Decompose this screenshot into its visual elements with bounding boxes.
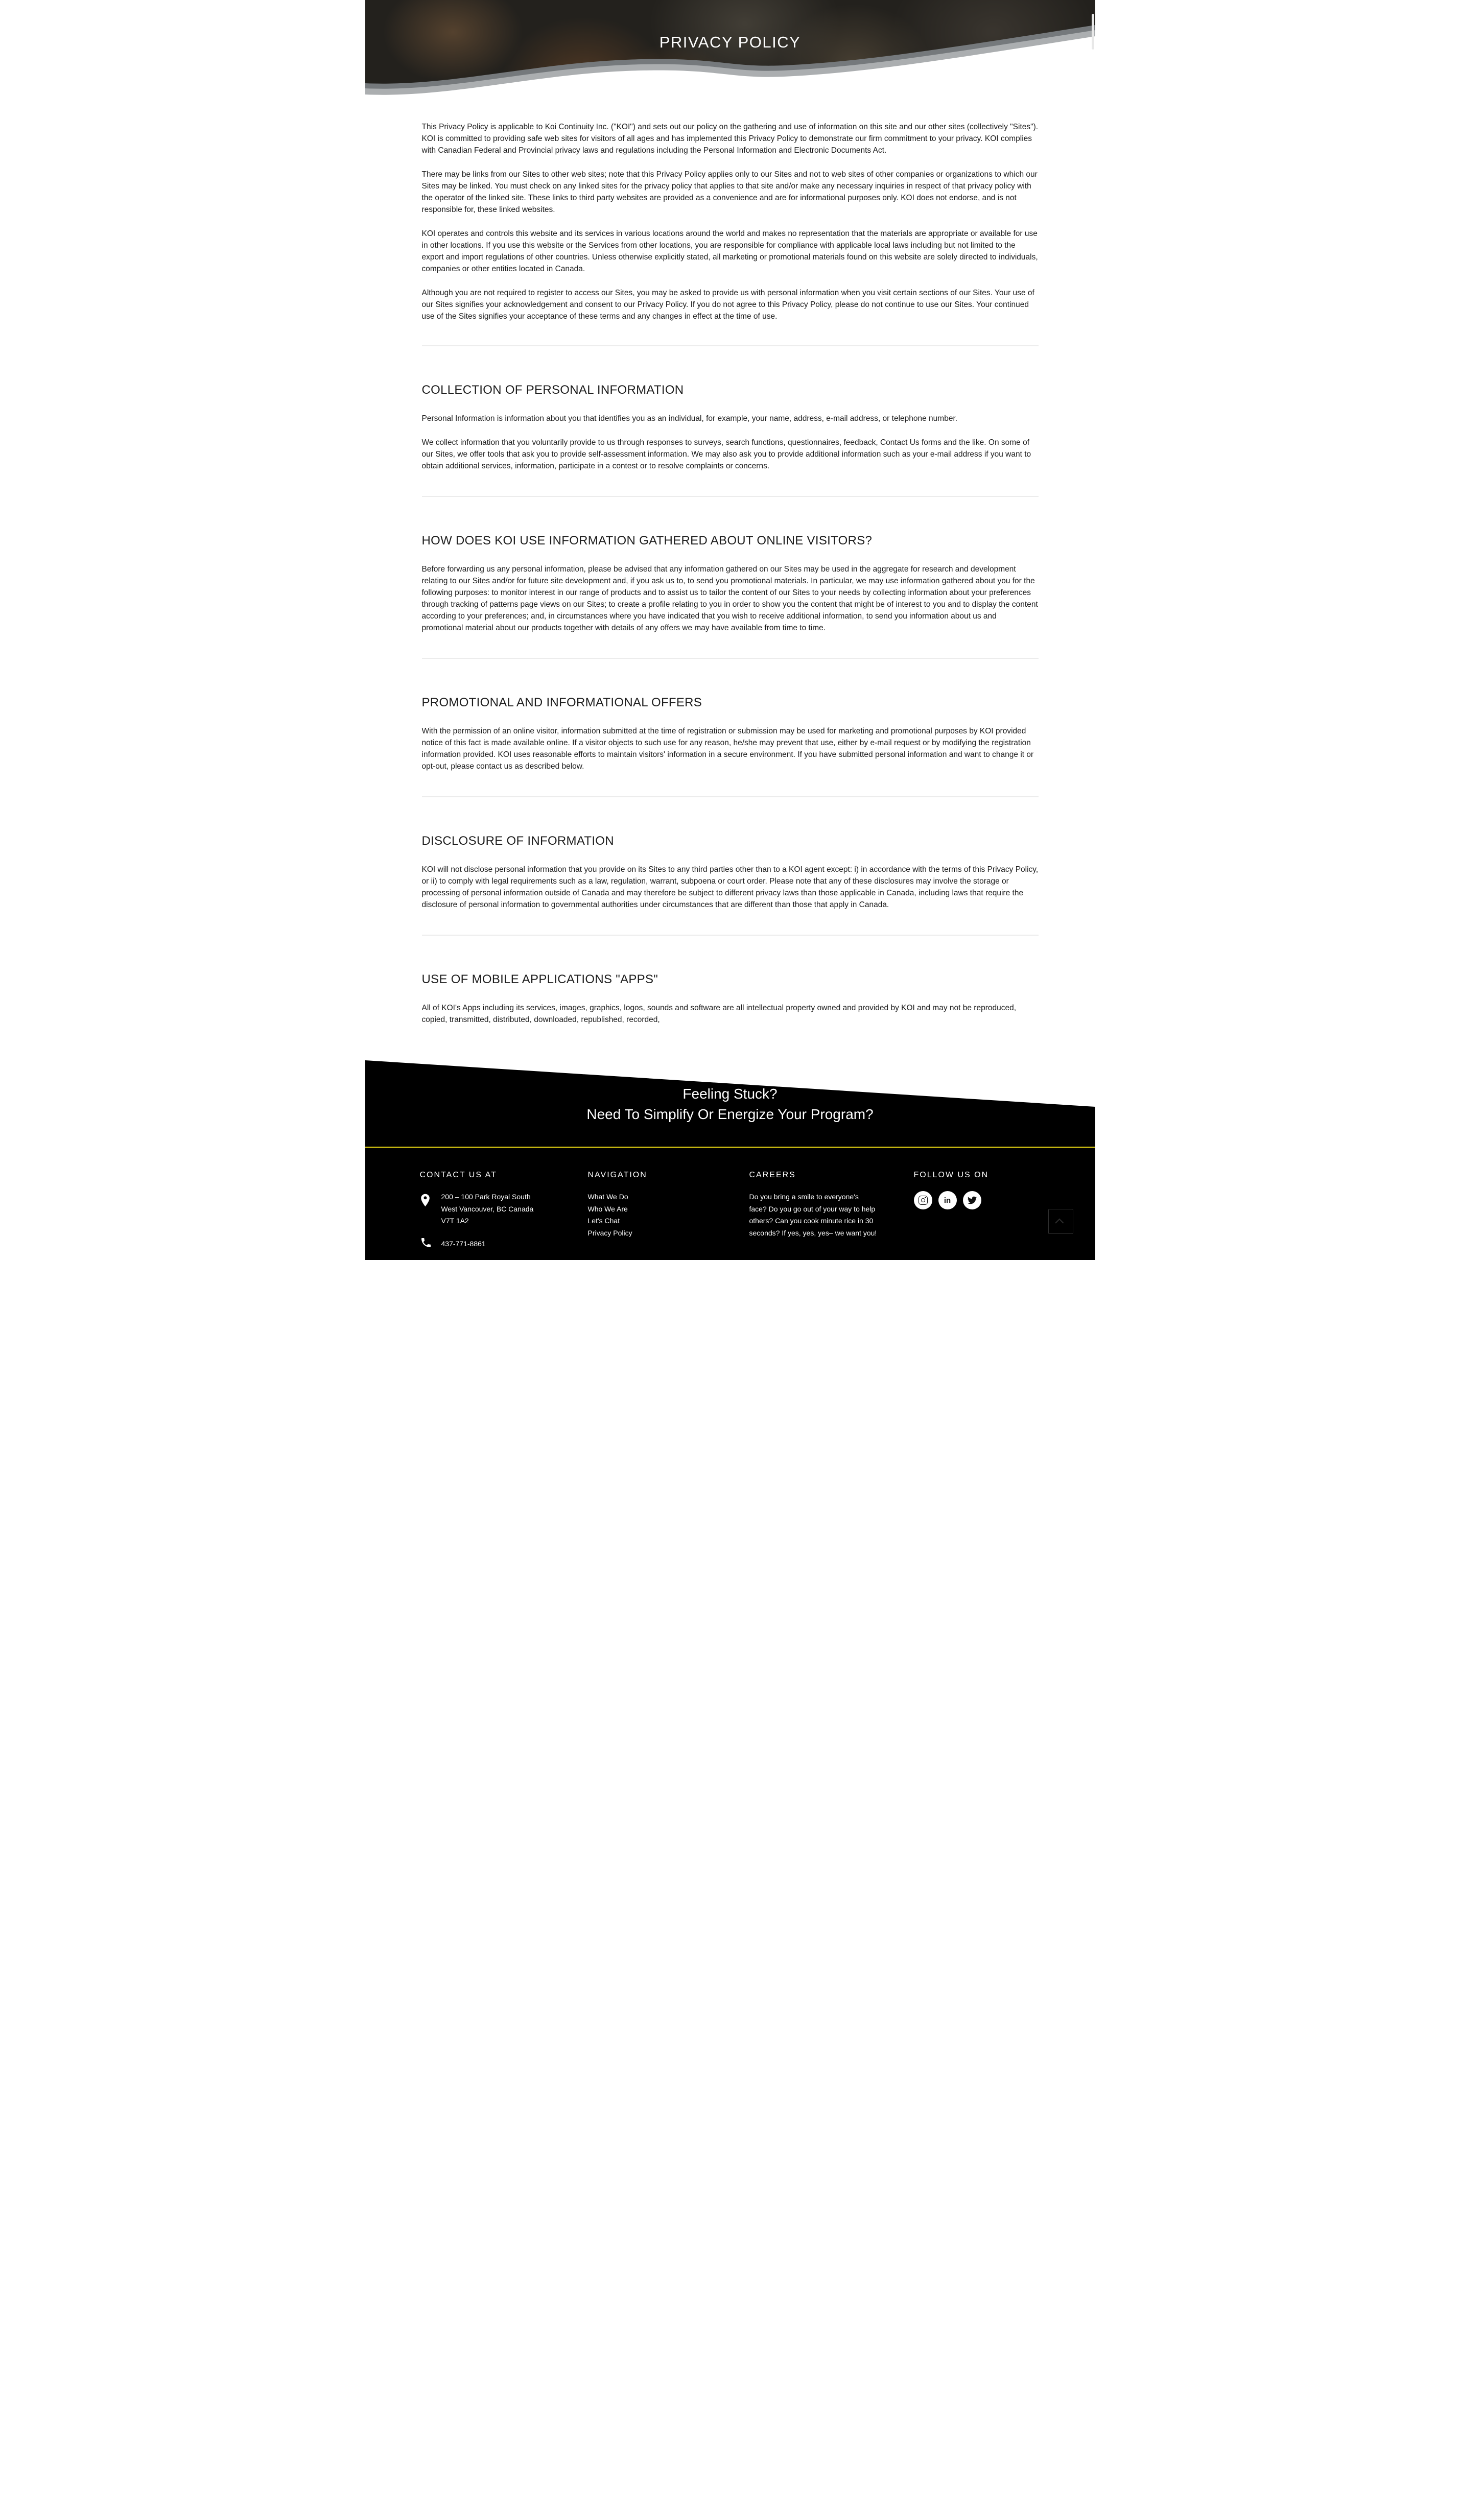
navigation-heading: NAVIGATION xyxy=(587,1171,647,1179)
phone-icon xyxy=(420,1237,433,1251)
paragraph: This Privacy Policy is applicable to Koi Continuity Inc. ("KOI") and sets out our policy on the gathering and use of information on this site and our other sites (collectively "Sites"). KOI is committed to providing safe web sites for visitors of all ages and has implemented this Privacy Policy to demonstrate our firm commitment to your privacy. KOI complies with Canadian Federal and Provincial privacy laws and regulations including the Personal Information and Electronic Documents Act. xyxy=(421,123,1039,155)
social-icons-row xyxy=(914,1191,1047,1209)
chevron-up-icon xyxy=(1055,1218,1064,1227)
nav-item-lets-chat[interactable] xyxy=(588,1215,716,1227)
contact-heading: CONTACT US AT xyxy=(419,1171,497,1179)
address-line: V7T 1A2 xyxy=(441,1217,469,1225)
careers-heading: CAREERS xyxy=(749,1171,796,1179)
paragraph: Before forwarding us any personal information, please be advised that any information gathered on our Sites may be used in the aggregate for research and development relating to our Sites and/or for future site development and, if you ask us to, to send you promotional materials. In particular, we may use information gathered about you for the following purposes: to monitor interest in our range of products and to assist us to tailor the content of our Sites to your needs by collecting information about your preferences through tracking of patterns page views on our Sites; to create a profile relating to you in order to show you the content that might be of interest to you and to display the content according to your preferences; and, in circumstances where you have indicated that you wish to receive additional information, to send you information about us and promotional material about our products together with details of any offers we may have available from time to time. xyxy=(421,565,1038,632)
hero-wave-decoration xyxy=(365,0,1095,107)
paragraph: Personal Information is information about you that identifies you as an individual, for example, your name, address, e-mail address, or telephone number. xyxy=(421,414,958,423)
paragraph: KOI operates and controls this website and its services in various locations around the world and makes no representation that the materials are appropriate or available for use in other locations. If you use this website or the Services from other locations, you are responsible for compliance with applicable local laws including but not limited to the export and import regulations of other countries. Unless otherwise explicitly stated, all marketing or promotional materials found on this website are solely directed to individuals, companies or other entities located in Canada. xyxy=(421,229,1038,273)
phone-row xyxy=(420,1237,573,1251)
gold-divider xyxy=(365,1147,1095,1148)
section-disclosure-of-information xyxy=(422,796,1039,935)
nav-item-who-we-are[interactable] xyxy=(588,1203,716,1216)
footer-navigation-column xyxy=(588,1171,716,1239)
paragraph: We collect information that you voluntarily provide to us through responses to surveys, search functions, questionnaires, feedback, Contact Us forms and the like. On some of our Sites, we offer tools that ask you to provide self-assessment information. We may also ask you to provide additional information such as your e-mail address if you want to obtain additional services, information, participate in a contest or to resolve complaints or concerns. xyxy=(421,438,1031,470)
careers-text: Do you bring a smile to everyone's face? Do you go out of your way to help others? Can you cook minute rice in 30 seconds? If yes, yes, yes– we want you! xyxy=(749,1193,877,1237)
section-intro xyxy=(422,107,1039,345)
nav-link[interactable]: Privacy Policy xyxy=(587,1228,632,1237)
footer xyxy=(365,1060,1095,1260)
address-line: West Vancouver, BC Canada xyxy=(441,1204,534,1213)
cta-line-2: Need To Simplify Or Energize Your Program? xyxy=(586,1106,874,1122)
map-pin-icon xyxy=(420,1191,433,1210)
policy-content xyxy=(365,107,1095,1050)
footer-columns xyxy=(420,1171,1085,1260)
section-use-of-mobile-apps xyxy=(422,935,1039,1050)
footer-follow-column xyxy=(914,1171,1047,1209)
page-title: PRIVACY POLICY xyxy=(659,33,801,51)
nav-item-what-we-do[interactable] xyxy=(588,1191,716,1203)
twitter-icon[interactable] xyxy=(963,1191,981,1209)
section-heading: PROMOTIONAL AND INFORMATIONAL OFFERS xyxy=(421,696,702,709)
privacy-policy-page xyxy=(365,0,1095,1260)
footer-careers-column xyxy=(749,1171,878,1239)
nav-link[interactable]: What We Do xyxy=(587,1193,628,1201)
paragraph: Although you are not required to register to access our Sites, you may be asked to provide us with personal information when you visit certain sections of our Sites. Your use of our Sites signifies your acknowledgement and consent to our Privacy Policy. If you do not agree to this Privacy Policy, please do not continue to use our Sites. Your continued use of the Sites signifies your acceptance of these terms and any changes in effect at the time of use. xyxy=(421,289,1034,321)
section-promotional-offers xyxy=(422,658,1039,796)
footer-contact-column xyxy=(420,1171,573,1251)
phone-number-link[interactable]: 437-771-8861 xyxy=(441,1240,486,1248)
nav-item-privacy-policy[interactable] xyxy=(588,1227,716,1240)
address-text xyxy=(441,1191,534,1227)
section-heading: DISCLOSURE OF INFORMATION xyxy=(421,834,614,848)
navigation-list xyxy=(588,1191,716,1239)
address-line: 200 – 100 Park Royal South xyxy=(441,1193,531,1201)
hero-banner xyxy=(365,0,1095,107)
section-heading: HOW DOES KOI USE INFORMATION GATHERED ABOUT ONLINE VISITORS? xyxy=(421,534,873,548)
nav-link[interactable]: Who We Are xyxy=(587,1204,628,1213)
linkedin-icon[interactable]: in xyxy=(938,1191,957,1209)
paragraph: All of KOI's Apps including its services, images, graphics, logos, sounds and software are all intellectual property owned and provided by KOI and may not be reproduced, copied, transmitted, distributed, downloaded, republished, recorded, xyxy=(421,1004,1017,1024)
cta-line-1: Feeling Stuck? xyxy=(682,1086,778,1102)
nav-link[interactable]: Let's Chat xyxy=(587,1217,620,1225)
scroll-to-top-button[interactable] xyxy=(1048,1209,1073,1234)
section-heading: COLLECTION OF PERSONAL INFORMATION xyxy=(421,383,684,397)
paragraph: There may be links from our Sites to other web sites; note that this Privacy Policy applies only to our Sites and not to web sites of other companies or organizations to which our Sites may be linked. You must check on any linked sites for the privacy policy that applies to that site and/or make any necessary inquiries in respect of that privacy policy with the operator of the linked site. These links to third party websites are provided as a convenience and are for informational purposes only. KOI does not endorse, and is not responsible for, these linked websites. xyxy=(421,170,1038,214)
section-how-koi-uses-information xyxy=(422,496,1039,658)
section-heading: USE OF MOBILE APPLICATIONS "APPS" xyxy=(421,972,658,986)
section-collection-of-personal-information xyxy=(422,345,1039,496)
paragraph: With the permission of an online visitor, information submitted at the time of registration or submission may be used for marketing and promotional purposes by KOI provided notice of this fact is made available online. If a visitor objects to such use for any reason, he/she may prevent that use, either by e-mail request or by modifying the registration information provided. KOI uses reasonable efforts to maintain visitors' information in a secure environment. If you have submitted personal information and want to change it or opt-out, please contact us as described below. xyxy=(421,727,1034,771)
scrollbar-thumb[interactable] xyxy=(1092,14,1094,50)
footer-cta xyxy=(365,1084,1095,1125)
address-row xyxy=(420,1191,573,1227)
paragraph: KOI will not disclose personal information that you provide on its Sites to any third parties other than to a KOI agent except: i) in accordance with the terms of this Privacy Policy, or ii) to comply with legal requirements such as a law, regulation, warrant, subpoena or court order. Please note that any of these disclosures may involve the storage or processing of personal information outside of Canada and may therefore be subject to different privacy laws than those applicable in Canada, including laws that require the disclosure of personal information to governmental authorities under circumstances that are different than those that apply in Canada. xyxy=(421,865,1039,909)
follow-heading: FOLLOW US ON xyxy=(913,1171,989,1179)
instagram-icon[interactable] xyxy=(914,1191,932,1209)
